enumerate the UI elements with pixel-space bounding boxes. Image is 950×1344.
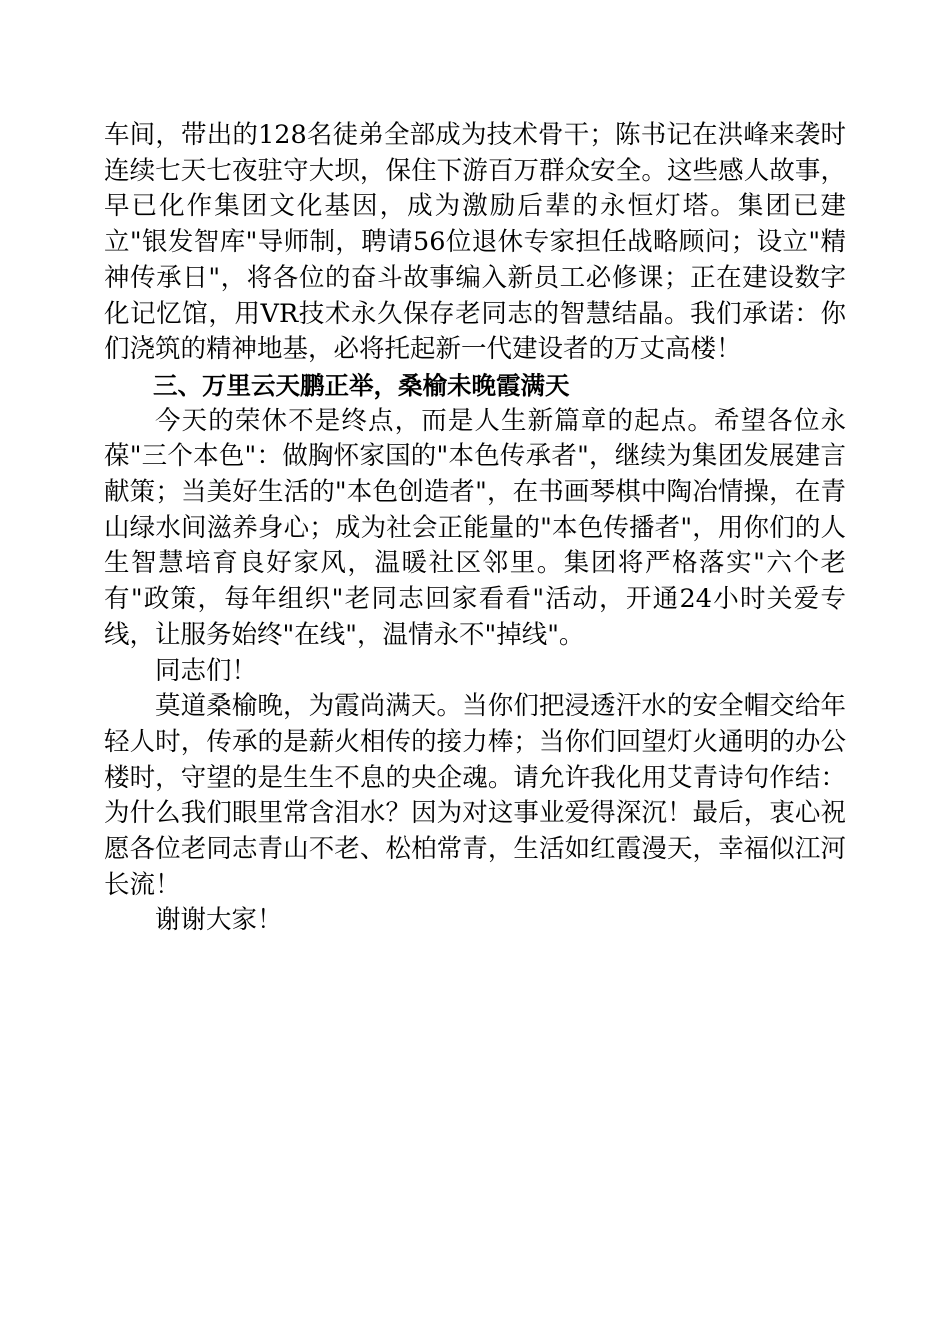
document-body <box>104 118 846 939</box>
paragraph-closing: 莫道桑榆晚，为霞尚满天。当你们把浸透汗水的安全帽交给年轻人时，传承的是薪火相传的接力棒；当你们回望灯火通明的办公楼时，守望的是生生不息的央企魂。请允许我化用艾青诗句作结：为什么我们眼里常含泪水？因为对这事业爱得深沉！最后，衷心祝愿各位老同志青山不老、松柏常青，生活如红霞漫天，幸福似江河长流！ <box>104 691 846 900</box>
paragraph-section-3: 今天的荣休不是终点，而是人生新篇章的起点。希望各位永葆"三个本色"：做胸怀家国的"本色传承者"，继续为集团发展建言献策；当美好生活的"本色创造者"，在书画琴棋中陶冶情操，在青山绿水间滋养身心；成为社会正能量的"本色传播者"，用你们的人生智慧培育良好家风，温暖社区邻里。集团将严格落实"六个老有"政策，每年组织"老同志回家看看"活动，开通24小时关爱专线，让服务始终"在线"，温情永不"掉线"。 <box>104 405 846 650</box>
thanks-line: 谢谢大家！ <box>155 905 283 936</box>
section-heading: 三、万里云天鹏正举，桑榆未晚霞满天 <box>153 370 570 400</box>
paragraph-continued: 车间，带出的128名徒弟全部成为技术骨干；陈书记在洪峰来袭时连续七天七夜驻守大坝，保住下游百万群众安全。这些感人故事，早已化作集团文化基因，成为激励后辈的永恒灯塔。集团已建立"银发智库"导师制，聘请56位退休专家担任战略顾问；设立"精神传承日"，将各位的奋斗故事编入新员工必修课；正在建设数字化记忆馆，用VR技术永久保存老同志的智慧结晶。我们承诺：你们浇筑的精神地基，必将托起新一代建设者的万丈高楼！ <box>104 120 846 365</box>
salutation: 同志们！ <box>155 655 258 686</box>
